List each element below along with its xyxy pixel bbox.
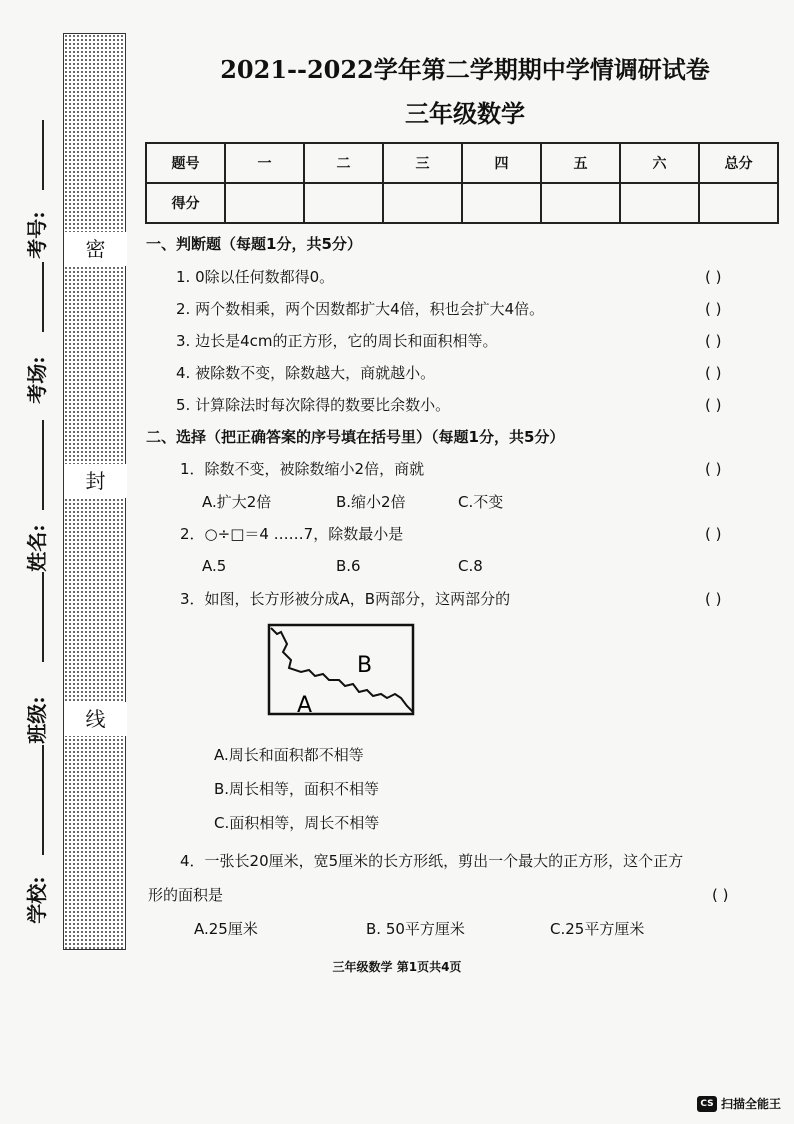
score-cell <box>462 183 541 223</box>
field-line-school <box>42 745 44 855</box>
choice-option: A.扩大2倍 <box>202 493 272 511</box>
score-table-header-cell: 五 <box>541 143 620 183</box>
score-row-label: 得分 <box>146 183 225 223</box>
choice-option: A.25厘米 <box>194 920 258 938</box>
score-cell <box>304 183 383 223</box>
choice-option: A.周长和面积都不相等 <box>214 746 364 764</box>
judge-question-1: 1. 0除以任何数都得0。 <box>176 268 335 286</box>
exam-title: 2021--2022学年第二学期期中学情调研试卷 <box>220 55 710 84</box>
answer-paren: ( ) <box>705 460 722 478</box>
choice-question-1-stem: 1．除数不变，被除数缩小2倍，商就 <box>180 460 425 478</box>
score-table-header-cell: 总分 <box>699 143 778 183</box>
score-table-header-cell: 四 <box>462 143 541 183</box>
page-footer: 三年级数学 第1页共4页 <box>332 960 462 974</box>
answer-paren: ( ) <box>712 886 729 904</box>
score-cell <box>620 183 699 223</box>
scanner-watermark <box>697 1095 781 1112</box>
judge-question-3: 3. 边长是4cm的正方形，它的周长和面积相等。 <box>176 332 498 350</box>
field-label-school: 学校: <box>24 876 49 924</box>
exam-subtitle: 三年级数学 <box>405 99 525 128</box>
choice-question-2-stem: 2．○÷□＝4 ……7，除数最小是 <box>180 525 404 543</box>
choice-option: C.25平方厘米 <box>550 920 645 938</box>
answer-paren: ( ) <box>705 332 722 350</box>
judge-question-4: 4. 被除数不变，除数越大，商就越小。 <box>176 364 436 382</box>
answer-paren: ( ) <box>705 364 722 382</box>
field-line-exam-room <box>42 262 44 332</box>
score-cell <box>541 183 620 223</box>
field-line-exam-number <box>42 120 44 190</box>
choice-option: B.周长相等，面积不相等 <box>214 780 380 798</box>
choice-question-4-stem-line1: 4．一张长20厘米，宽5厘米的长方形纸，剪出一个最大的正方形，这个正方 <box>180 852 684 870</box>
score-table-header-cell: 六 <box>620 143 699 183</box>
choice-question-3-stem: 3．如图，长方形被分成A，B两部分，这两部分的 <box>180 590 511 608</box>
figure-label-a: A <box>297 693 313 717</box>
choice-option: B. 50平方厘米 <box>366 920 465 938</box>
seal-char-xian: 线 <box>64 702 127 736</box>
answer-paren: ( ) <box>705 396 722 414</box>
figure-dividing-curve <box>271 628 413 712</box>
choice-option: B.6 <box>336 557 361 575</box>
score-cell <box>383 183 462 223</box>
choice-option: C.不变 <box>458 493 504 511</box>
field-label-name: 姓名: <box>24 524 49 572</box>
judge-question-5: 5. 计算除法时每次除得的数要比余数小。 <box>176 396 451 414</box>
score-table-score-row <box>146 183 778 223</box>
score-table-header-cell: 三 <box>383 143 462 183</box>
answer-paren: ( ) <box>705 590 722 608</box>
field-label-exam-room: 考场: <box>24 356 49 404</box>
answer-paren: ( ) <box>705 300 722 318</box>
score-cell <box>699 183 778 223</box>
watermark-text: 扫描全能王 <box>721 1097 782 1111</box>
score-cell <box>225 183 304 223</box>
choice-option: B.缩小2倍 <box>336 493 406 511</box>
seal-char-feng: 封 <box>64 464 127 498</box>
field-line-name <box>42 420 44 510</box>
seal-strip <box>63 33 126 950</box>
field-label-exam-number: 考号: <box>24 211 49 259</box>
answer-paren: ( ) <box>705 268 722 286</box>
choice-option: C.8 <box>458 557 483 575</box>
field-line-class <box>42 572 44 662</box>
section-choice-heading: 二、选择（把正确答案的序号填在括号里）（每题1分，共5分） <box>146 428 565 446</box>
judge-question-2: 2. 两个数相乘，两个因数都扩大4倍，积也会扩大4倍。 <box>176 300 545 318</box>
score-table-header-row <box>146 143 778 183</box>
choice-option: C.面积相等，周长不相等 <box>214 814 380 832</box>
figure-label-b: B <box>357 653 373 678</box>
choice-option: A.5 <box>202 557 227 575</box>
field-label-class: 班级: <box>24 696 49 744</box>
section-judge-heading: 一、判断题（每题1分，共5分） <box>146 235 362 253</box>
score-table-header-cell: 一 <box>225 143 304 183</box>
answer-paren: ( ) <box>705 525 722 543</box>
score-table-header-cell: 题号 <box>146 143 225 183</box>
score-table <box>145 142 779 224</box>
choice-question-4-stem-line2: 形的面积是 <box>148 886 224 904</box>
rectangle-figure <box>267 622 417 717</box>
camscanner-logo-icon: CS <box>697 1096 717 1112</box>
score-table-header-cell: 二 <box>304 143 383 183</box>
seal-char-mi: 密 <box>64 232 127 266</box>
